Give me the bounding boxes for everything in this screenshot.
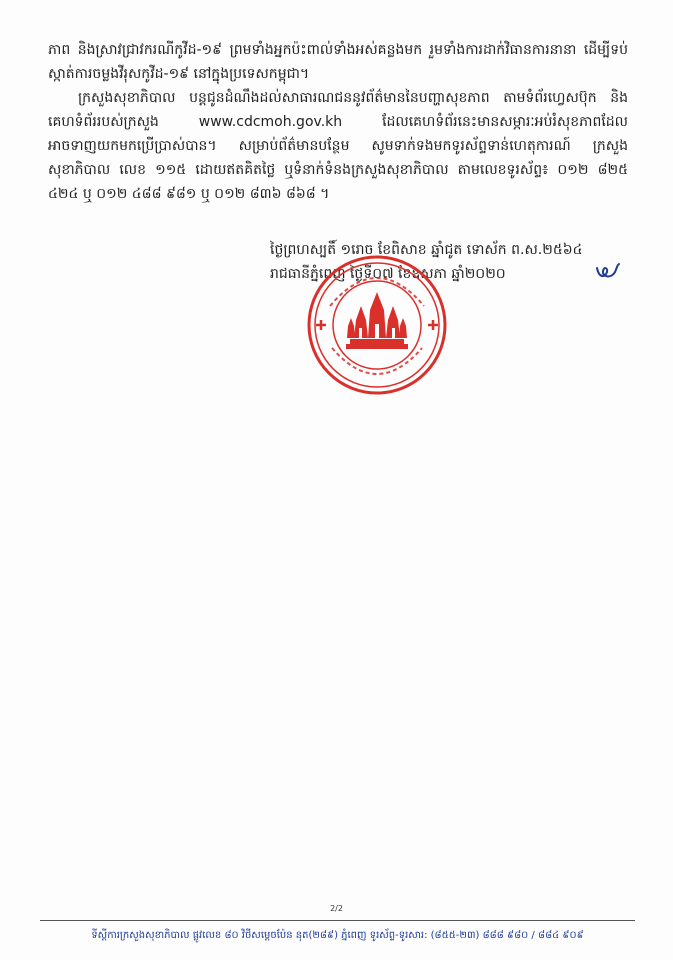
signature-mark xyxy=(595,262,621,282)
letter-body xyxy=(48,38,628,206)
date-solar: រាជធានីភ្នំពេញ ថ្ងៃទី០៧ ខែឧសភា ឆ្នាំ២០២០ xyxy=(270,266,506,282)
paragraph-continuation: ភាព និងស្រាវជ្រាវករណីកូវីដ-១៩ ព្រមទាំងអ្នកប៉ះពាល់ទាំងអស់គន្លងមក រួមទាំងការដាក់វិធានការនានា ដើម្បីទប់ស្កាត់ការចម្លងវីរុសកូវីដ-១៩ នៅក្នុងប្រទេសកម្ពុជា។ xyxy=(48,42,628,82)
page-number: 2/2 xyxy=(330,904,343,913)
paragraph-main: ក្រសួងសុខាភិបាល បន្តជូនដំណឹងដល់សាធារណជននូវព័ត៌មាននៃបញ្ហាសុខភាព តាមទំព័រហ្វេសប៊ុក និងគេហទំព័ររបស់ក្រសួង www.cdcmoh.gov.kh ដែលគេហទំព័រនេះមានសម្ភារៈអប់រំសុខភាពដែលអាចទាញយកមកប្រើប្រាស់បាន។ សម្រាប់ព័ត៌មានបន្ថែម សូមទាក់ទងមកទូរស័ព្ទទាន់ហេតុការណ៍ ក្រសួងសុខាភិបាល លេខ ១១៥ ដោយឥតគិតថ្លៃ ឬទំនាក់ទំនងក្រសួងសុខាភិបាល តាមលេខទូរស័ព្ទ៖ ០១២ ៨២៥ ៤២៤ ឬ ០១២ ៤៨៨ ៩៨១ ឬ ០១២ ៨៣៦ ៨៦៨ ។ xyxy=(48,90,628,202)
ministry-seal xyxy=(306,254,448,396)
footer-address: ទីស្តីការក្រសួងសុខាភិបាល ផ្លូវលេខ ៨០ វិថីសម្តេចប៉ែន នុត(២៨៩) ភ្នំពេញ ទូរស័ព្ទ-ទូរសារ: (៨៥៥-២៣) ៨៨៨ ៩៨០ / ៨៨៤ ៩០៩ xyxy=(91,930,584,941)
date-lunar: ថ្ងៃព្រហស្បតិ៍ ១រោច ខែពិសាខ ឆ្នាំជូត ទោស័ក ព.ស.២៥៦៤ xyxy=(270,242,583,258)
footer-divider xyxy=(40,920,635,921)
